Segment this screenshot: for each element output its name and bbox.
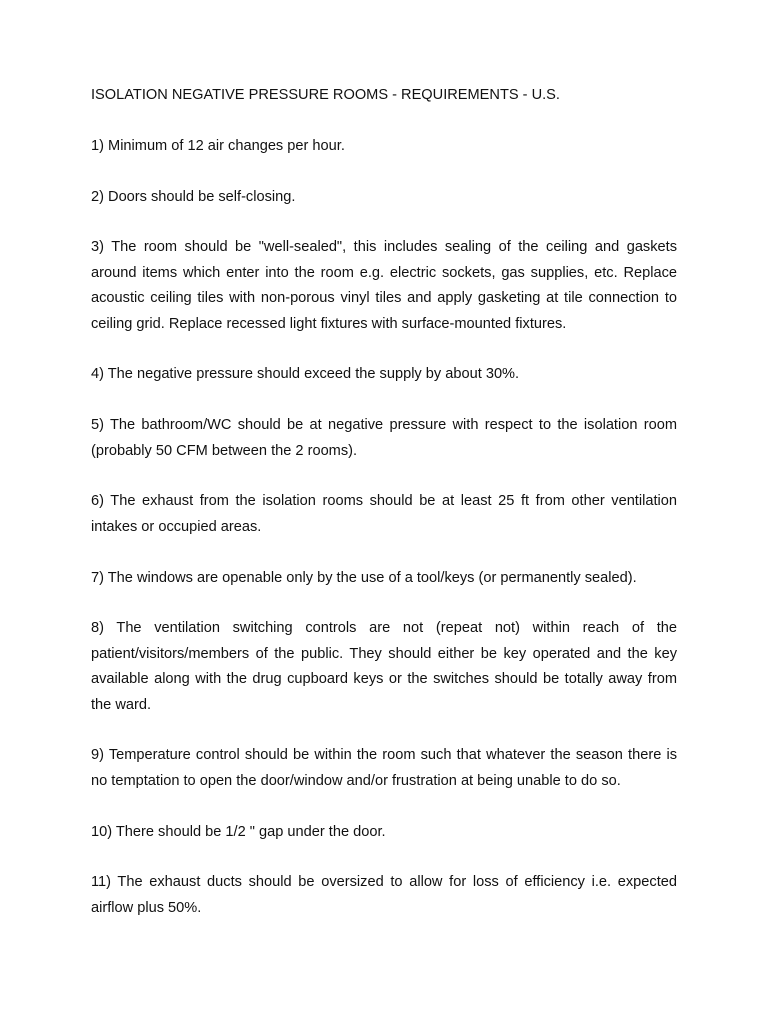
requirement-item-10: 10) There should be 1/2 " gap under the door. — [91, 823, 386, 840]
document-title: ISOLATION NEGATIVE PRESSURE ROOMS - REQUIREMENTS - U.S. — [91, 87, 560, 103]
requirement-item-8: 8) The ventilation switching controls are not (repeat not) within reach of the patient/visitors/members of the public. They should either be key operated and the key available along with the drug cupboard keys or the switches should be totally away from the ward. — [91, 620, 677, 713]
requirement-item-2: 2) Doors should be self-closing. — [91, 188, 296, 205]
requirement-item-1: 1) Minimum of 12 air changes per hour. — [91, 137, 345, 154]
document-page — [91, 83, 677, 947]
requirement-item-7: 7) The windows are openable only by the use of a tool/keys (or permanently sealed). — [91, 569, 637, 586]
requirement-item-4: 4) The negative pressure should exceed the supply by about 30%. — [91, 366, 520, 383]
requirement-item-6: 6) The exhaust from the isolation rooms should be at least 25 ft from other ventilation intakes or occupied areas. — [91, 493, 677, 535]
requirement-item-11: 11) The exhaust ducts should be oversized to allow for loss of efficiency i.e. expected airflow plus 50%. — [91, 874, 677, 916]
requirement-item-9: 9) Temperature control should be within the room such that whatever the season there is no temptation to open the door/window and/or frustration at being unable to do so. — [91, 747, 677, 789]
requirement-item-3: 3) The room should be "well-sealed", this includes sealing of the ceiling and gaskets around items which enter into the room e.g. electric sockets, gas supplies, etc. Replace acoustic ceiling tiles with non-porous vinyl tiles and apply gasketing at tile connection to ceiling grid. Replace recessed light fixtures with surface-mounted fixtures. — [91, 239, 677, 332]
requirement-item-5: 5) The bathroom/WC should be at negative pressure with respect to the isolation room (probably 50 CFM between the 2 rooms). — [91, 417, 677, 459]
